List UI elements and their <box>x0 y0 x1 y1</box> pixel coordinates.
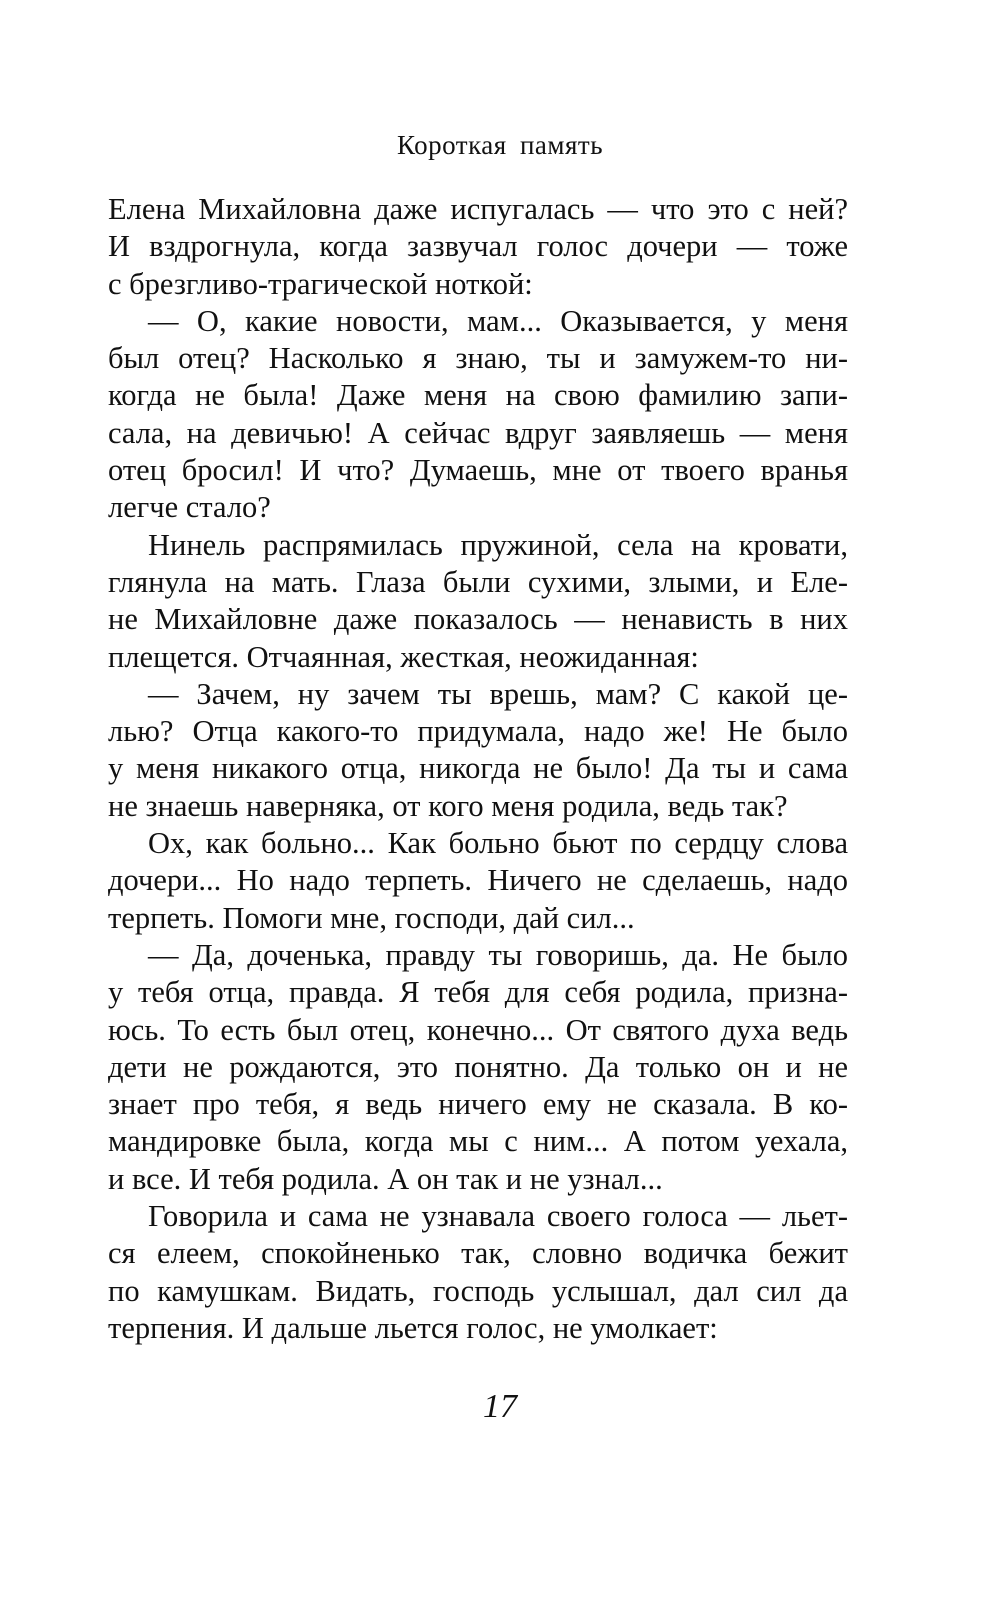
text-line: и все. И тебя родила. А он так и не узнал... <box>108 1161 663 1196</box>
text-line: Нинель распрямилась пружиной, села на кровати, <box>148 527 848 562</box>
text-line: по камушкам. Видать, господь услышал, дал сил да <box>108 1273 848 1308</box>
text-line: лью? Отца какого-то придумала, надо же! Не было <box>108 714 848 749</box>
text-line: ся елеем, спокойненько так, словно водичка бежит <box>108 1236 848 1271</box>
text-line: — О, какие новости, мам... Оказывается, у меня <box>148 303 848 338</box>
text-line: глянула на мать. Глаза были сухими, злыми, и Еле- <box>108 564 848 599</box>
text-line: мандировке была, когда мы с ним... А потом уехала, <box>108 1124 848 1159</box>
text-line: когда не была! Даже меня на свою фамилию запи- <box>108 378 848 413</box>
text-line: терпения. И дальше льется голос, не умолкает: <box>108 1310 718 1345</box>
text-line: был отец? Насколько я знаю, ты и замужем-то ни- <box>108 341 848 376</box>
text-line: юсь. То есть был отец, конечно... От святого духа ведь <box>108 1012 848 1047</box>
text-line: — Да, доченька, правду ты говоришь, да. Не было <box>148 937 848 972</box>
text-line: дети не рождаются, это понятно. Да только он и не <box>108 1049 848 1084</box>
text-line: не знаешь наверняка, от кого меня родила, ведь так? <box>108 788 788 823</box>
text-line: знает про тебя, я ведь ничего ему не сказала. В ко- <box>108 1087 848 1122</box>
text-line: И вздрогнула, когда зазвучал голос дочери — тоже <box>108 229 848 264</box>
text-line: Говорила и сама не узнавала своего голоса — льет- <box>148 1199 848 1234</box>
text-line: у тебя отца, правда. Я тебя для себя родила, призна- <box>108 975 848 1010</box>
text-line: с брезгливо-трагической ноткой: <box>108 266 533 301</box>
text-line: Ох, как больно... Как больно бьют по сердцу слова <box>148 826 848 861</box>
text-line: отец бросил! И что? Думаешь, мне от твоего вранья <box>108 453 848 488</box>
text-line: — Зачем, ну зачем ты врешь, мам? С какой це- <box>148 676 848 711</box>
text-line: Елена Михайловна даже испугалась — что это с ней? <box>108 192 848 226</box>
text-line: у меня никакого отца, никогда не было! Да ты и сама <box>108 751 848 786</box>
text-line: не Михайловне даже показалось — ненависть в них <box>108 602 848 637</box>
text-line: терпеть. Помоги мне, господи, дай сил... <box>108 900 635 935</box>
running-head: Короткая память <box>396 130 604 160</box>
text-line: дочери... Но надо терпеть. Ничего не сделаешь, надо <box>108 863 848 898</box>
page-number: 17 <box>483 1388 517 1425</box>
text-line: плещется. Отчаянная, жесткая, неожиданная: <box>108 639 699 674</box>
text-line: легче стало? <box>108 490 271 525</box>
body-text <box>108 191 848 1347</box>
text-line: сала, на девичью! А сейчас вдруг заявляешь — меня <box>108 415 848 450</box>
